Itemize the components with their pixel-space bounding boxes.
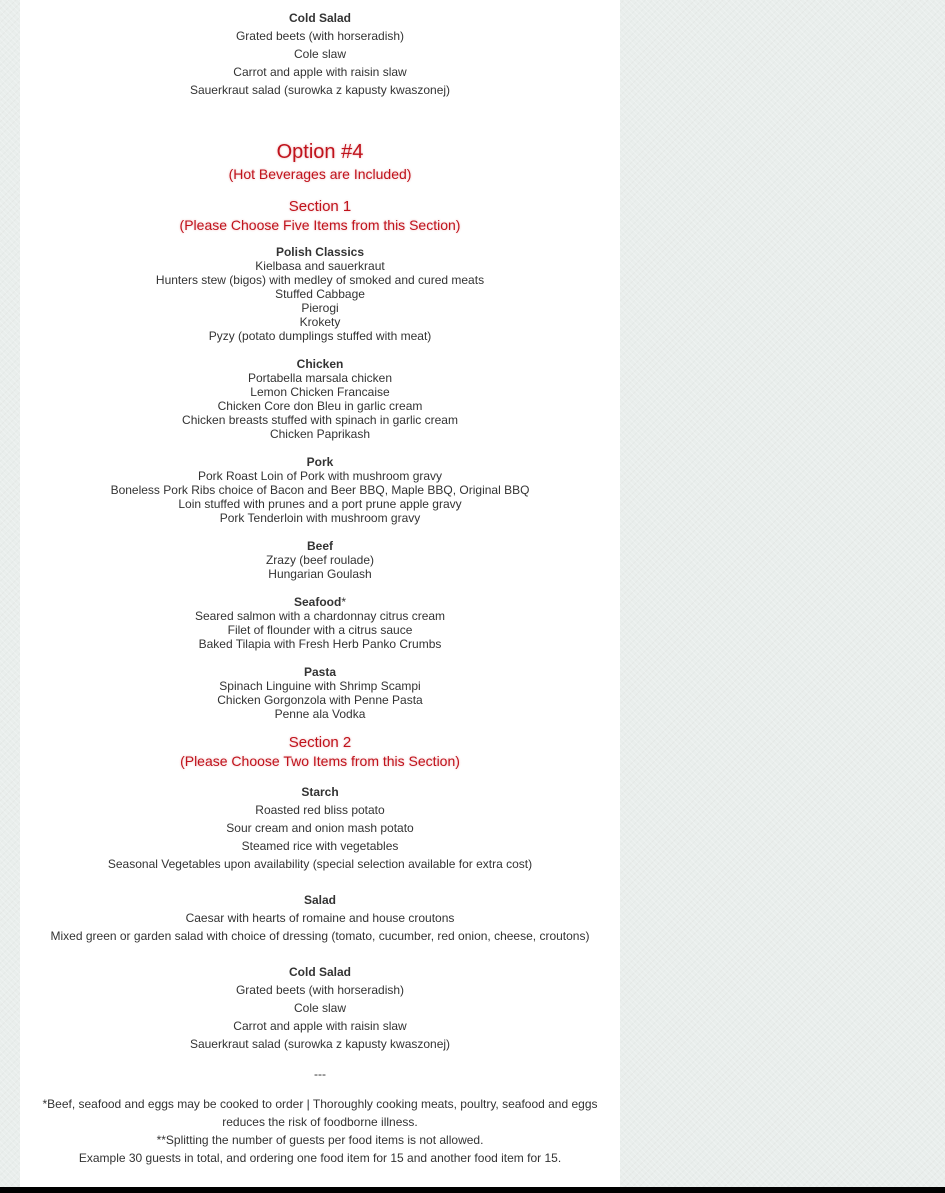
section2-title: Section 2 <box>288 734 352 751</box>
menu-item: Kielbasa and sauerkraut <box>255 259 385 273</box>
group-beef <box>20 539 620 581</box>
group-heading: Pasta <box>303 665 337 679</box>
menu-item: Seasonal Vegetables upon availability (special selection available for extra cost) <box>107 857 533 871</box>
group-heading: Cold Salad <box>288 965 351 979</box>
menu-item: Steamed rice with vegetables <box>241 839 399 853</box>
group-heading: Beef <box>306 539 333 553</box>
separator: --- <box>314 1067 326 1081</box>
section1-title: Section 1 <box>288 198 352 215</box>
menu-item: Portabella marsala chicken <box>247 371 393 385</box>
menu-panel <box>20 0 620 1187</box>
group-heading-row <box>20 595 620 609</box>
menu-item: Lemon Chicken Francaise <box>250 385 390 399</box>
group-starch <box>20 783 620 873</box>
option-title: Option #4 <box>276 141 364 163</box>
menu-item: Carrot and apple with raisin slaw <box>233 65 407 79</box>
footnote-example: Example 30 guests in total, and ordering one food item for 15 and another food item for 15. <box>78 1151 562 1165</box>
menu-item: Cole slaw <box>293 47 347 61</box>
asterisk-note: * <box>341 595 346 609</box>
menu-item: Spinach Linguine with Shrimp Scampi <box>219 679 421 693</box>
group-heading: Pork <box>306 455 334 469</box>
top-cold-salad <box>20 9 620 99</box>
section1-groups <box>20 235 620 721</box>
group-chicken <box>20 357 620 441</box>
group-heading: Polish Classics <box>275 245 365 259</box>
menu-item: Grated beets (with horseradish) <box>235 29 405 43</box>
menu-item: Pork Tenderloin with mushroom gravy <box>219 511 421 525</box>
group-pork <box>20 455 620 525</box>
footnote-cooking: *Beef, seafood and eggs may be cooked to order | Thoroughly cooking meats, poultry, seafood and eggs reduces the risk of foodborne illness. <box>42 1097 598 1129</box>
menu-item: Caesar with hearts of romaine and house croutons <box>185 911 455 925</box>
menu-item: Zrazy (beef roulade) <box>265 553 375 567</box>
menu-item: Sauerkraut salad (surowka z kapusty kwaszonej) <box>189 1037 451 1051</box>
menu-item: Chicken Core don Bleu in garlic cream <box>217 399 423 413</box>
menu-item: Baked Tilapia with Fresh Herb Panko Crumbs <box>198 637 442 651</box>
footnote-splitting: **Splitting the number of guests per food items is not allowed. <box>156 1133 484 1147</box>
group-pasta <box>20 665 620 721</box>
group-heading: Salad <box>303 893 336 907</box>
menu-item: Boneless Pork Ribs choice of Bacon and Beer BBQ, Maple BBQ, Original BBQ <box>110 483 530 497</box>
menu-item: Hunters stew (bigos) with medley of smoked and cured meats <box>155 273 485 287</box>
menu-item: Cole slaw <box>293 1001 347 1015</box>
menu-item: Hungarian Goulash <box>268 567 372 581</box>
menu-item: Seared salmon with a chardonnay citrus cream <box>194 609 446 623</box>
group-heading: Seafood <box>293 595 342 609</box>
menu-item: Loin stuffed with prunes and a port prune apple gravy <box>178 497 462 511</box>
menu-item: Sour cream and onion mash potato <box>226 821 414 835</box>
menu-item: Chicken breasts stuffed with spinach in garlic cream <box>182 413 458 427</box>
menu-item: Krokety <box>299 315 341 329</box>
menu-item: Stuffed Cabbage <box>275 287 365 301</box>
menu-item: Pyzy (potato dumplings stuffed with meat) <box>208 329 432 343</box>
menu-item: Chicken Gorgonzola with Penne Pasta <box>217 693 423 707</box>
group-salad <box>20 891 620 945</box>
menu-item: Grated beets (with horseradish) <box>235 983 405 997</box>
menu-item: Sauerkraut salad (surowka z kapusty kwaszonej) <box>189 83 451 97</box>
group-seafood <box>20 595 620 651</box>
menu-item: Pork Roast Loin of Pork with mushroom gravy <box>197 469 443 483</box>
group-heading: Chicken <box>296 357 344 371</box>
menu-item: Pierogi <box>301 301 339 315</box>
menu-item: Roasted red bliss potato <box>255 803 385 817</box>
menu-item: Mixed green or garden salad with choice of dressing (tomato, cucumber, red onion, cheese, croutons) <box>50 929 590 943</box>
menu-item: Filet of flounder with a citrus sauce <box>227 623 413 637</box>
group-cold-salad <box>20 963 620 1053</box>
section1-instruction: (Please Choose Five Items from this Section) <box>179 217 461 233</box>
group-heading: Starch <box>301 785 339 799</box>
menu-item: Carrot and apple with raisin slaw <box>233 1019 407 1033</box>
bottom-bar <box>0 1187 945 1193</box>
option-subtitle: (Hot Beverages are Included) <box>228 166 412 182</box>
menu-item: Penne ala Vodka <box>274 707 366 721</box>
group-polish-classics <box>20 245 620 343</box>
group-heading: Cold Salad <box>288 11 351 25</box>
menu-item: Chicken Paprikash <box>269 427 371 441</box>
section2-instruction: (Please Choose Two Items from this Section) <box>180 753 460 769</box>
